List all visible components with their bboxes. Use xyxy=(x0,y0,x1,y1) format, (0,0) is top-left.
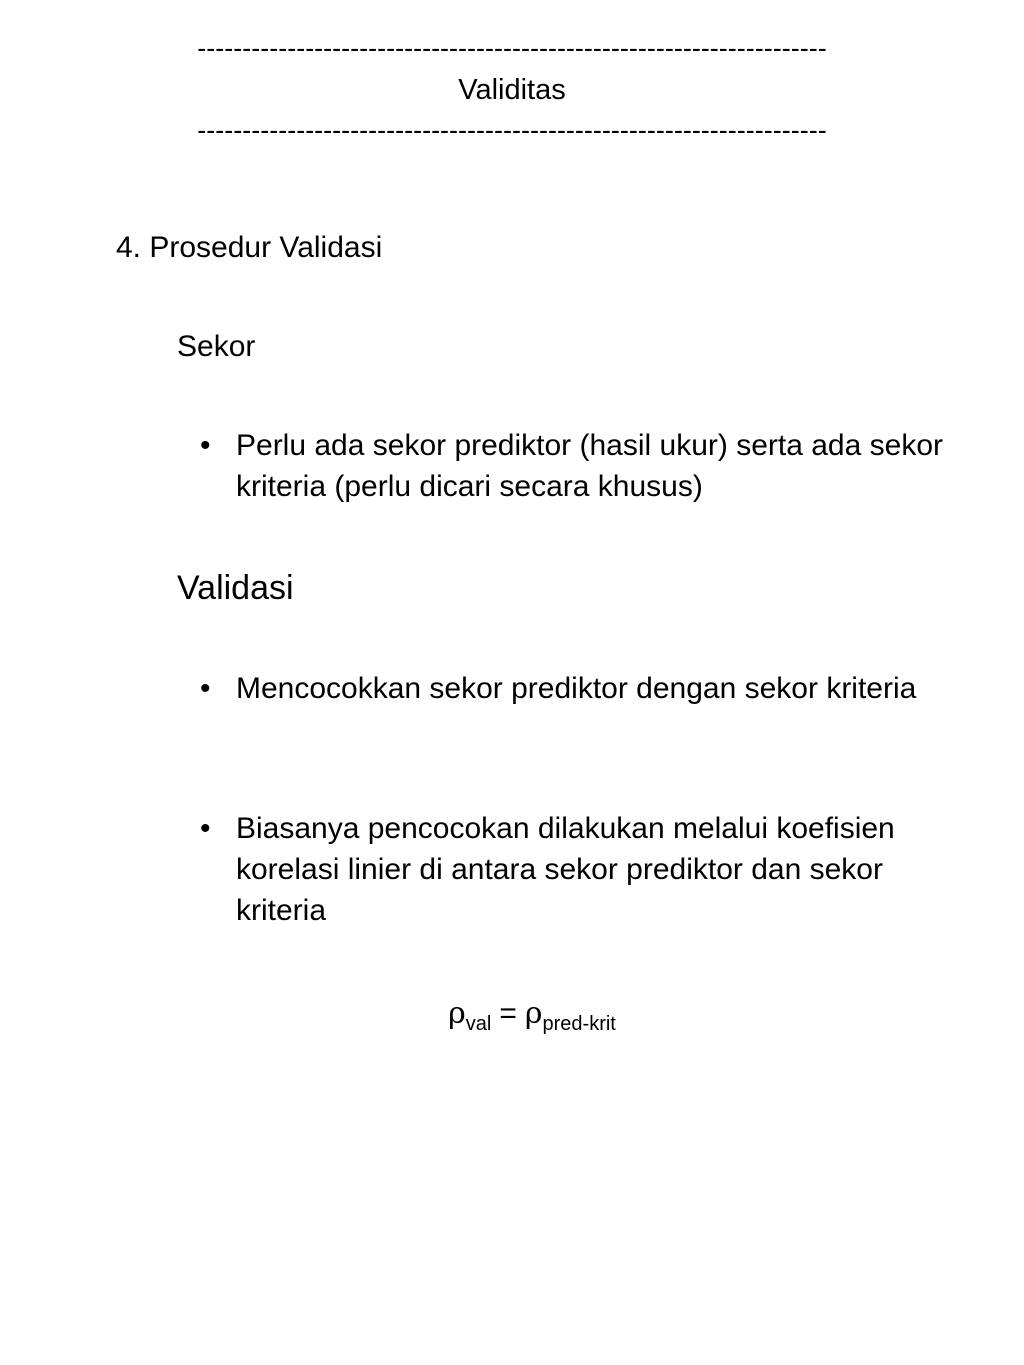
bullet-text: Perlu ada sekor prediktor (hasil ukur) serta ada sekor kriteria (perlu dicari secara khusus) xyxy=(236,429,943,503)
validity-formula xyxy=(0,995,1024,1043)
bullet-item xyxy=(200,808,970,931)
formula-subscript-val: val xyxy=(465,1013,492,1035)
bullet-dot-icon: • xyxy=(200,812,211,845)
subsection-heading-validasi: Validasi xyxy=(177,569,294,607)
section-heading: 4. Prosedur Validasi xyxy=(116,231,383,264)
rho-symbol-right: ρ xyxy=(524,996,543,1031)
bottom-dashed-divider: ---------------------------------------------------------------------- xyxy=(197,115,827,145)
bullet-item xyxy=(200,425,970,507)
page-title: Validitas xyxy=(458,74,566,106)
formula-equals: = xyxy=(499,997,517,1030)
formula-subscript-pred-krit: pred-krit xyxy=(542,1013,616,1035)
bullet-text: Biasanya pencocokan dilakukan melalui koefisien korelasi linier di antara sekor prediktor dan sekor kriteria xyxy=(236,812,895,927)
top-dashed-divider: ---------------------------------------------------------------------- xyxy=(197,33,827,63)
bullet-dot-icon: • xyxy=(200,672,211,705)
rho-symbol-left: ρ xyxy=(448,996,466,1031)
subsection-heading-sekor: Sekor xyxy=(177,330,256,363)
bullet-dot-icon: • xyxy=(200,429,211,462)
bullet-text: Mencocokkan sekor prediktor dengan sekor kriteria xyxy=(236,672,917,705)
bullet-item xyxy=(200,668,970,709)
